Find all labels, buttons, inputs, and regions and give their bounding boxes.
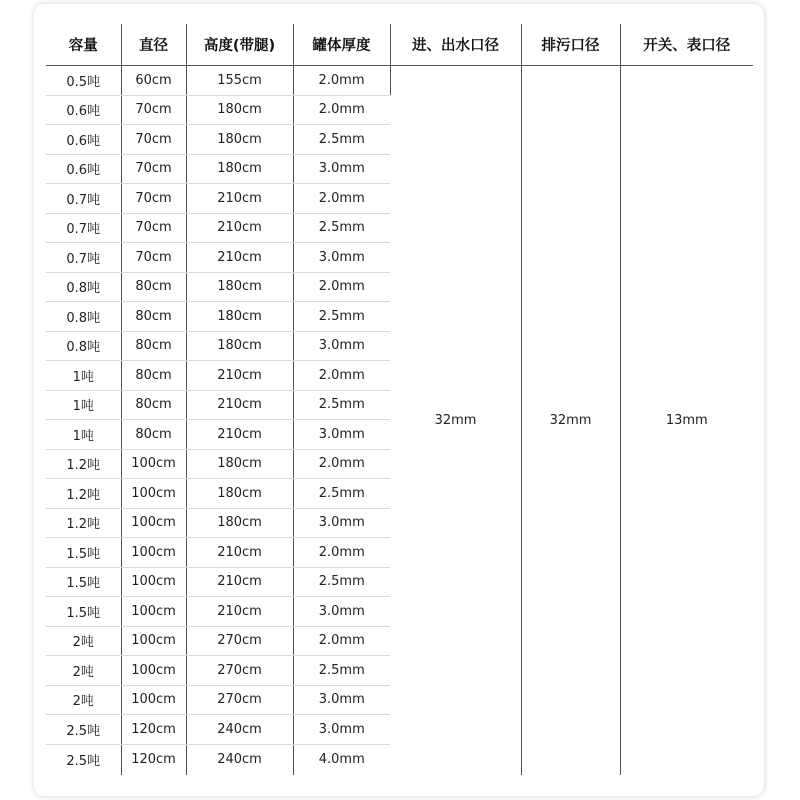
cell-height: 240cm <box>186 744 293 775</box>
cell-thickness: 2.5mm <box>293 390 390 420</box>
cell-capacity: 2.5吨 <box>46 744 121 775</box>
cell-height: 210cm <box>186 538 293 568</box>
cell-thickness: 2.5mm <box>293 479 390 509</box>
header-inlet-outlet: 进、出水口径 <box>390 24 521 66</box>
cell-diameter: 100cm <box>121 567 186 597</box>
cell-thickness: 2.0mm <box>293 66 390 96</box>
cell-height: 210cm <box>186 184 293 214</box>
cell-capacity: 1.2吨 <box>46 449 121 479</box>
merged-drain-cell: 32mm <box>521 66 620 775</box>
cell-diameter: 120cm <box>121 715 186 745</box>
cell-height: 210cm <box>186 390 293 420</box>
cell-thickness: 2.0mm <box>293 626 390 656</box>
cell-capacity: 0.8吨 <box>46 331 121 361</box>
cell-diameter: 100cm <box>121 626 186 656</box>
cell-diameter: 100cm <box>121 449 186 479</box>
cell-diameter: 100cm <box>121 656 186 686</box>
cell-thickness: 2.0mm <box>293 449 390 479</box>
cell-diameter: 70cm <box>121 125 186 155</box>
cell-capacity: 1.5吨 <box>46 597 121 627</box>
spec-table <box>46 24 753 775</box>
cell-capacity: 0.8吨 <box>46 272 121 302</box>
cell-capacity: 0.7吨 <box>46 243 121 273</box>
cell-thickness: 3.0mm <box>293 597 390 627</box>
cell-height: 180cm <box>186 272 293 302</box>
cell-diameter: 80cm <box>121 331 186 361</box>
cell-height: 270cm <box>186 656 293 686</box>
cell-thickness: 2.0mm <box>293 95 390 125</box>
cell-thickness: 3.0mm <box>293 154 390 184</box>
cell-height: 180cm <box>186 95 293 125</box>
cell-capacity: 1吨 <box>46 361 121 391</box>
cell-thickness: 2.0mm <box>293 184 390 214</box>
cell-height: 180cm <box>186 154 293 184</box>
cell-height: 180cm <box>186 331 293 361</box>
cell-capacity: 0.6吨 <box>46 95 121 125</box>
cell-thickness: 2.5mm <box>293 656 390 686</box>
cell-height: 210cm <box>186 420 293 450</box>
cell-capacity: 0.6吨 <box>46 125 121 155</box>
cell-diameter: 70cm <box>121 154 186 184</box>
cell-capacity: 1.2吨 <box>46 479 121 509</box>
table-row <box>46 66 753 96</box>
cell-thickness: 3.0mm <box>293 243 390 273</box>
cell-capacity: 1.2吨 <box>46 508 121 538</box>
cell-thickness: 2.5mm <box>293 302 390 332</box>
cell-capacity: 1吨 <box>46 390 121 420</box>
cell-thickness: 2.0mm <box>293 272 390 302</box>
cell-diameter: 100cm <box>121 538 186 568</box>
cell-thickness: 2.5mm <box>293 213 390 243</box>
cell-thickness: 2.0mm <box>293 361 390 391</box>
cell-diameter: 70cm <box>121 95 186 125</box>
cell-thickness: 2.0mm <box>293 538 390 568</box>
cell-diameter: 80cm <box>121 361 186 391</box>
header-capacity: 容量 <box>46 24 121 66</box>
cell-diameter: 100cm <box>121 685 186 715</box>
cell-thickness: 3.0mm <box>293 420 390 450</box>
cell-height: 240cm <box>186 715 293 745</box>
cell-diameter: 70cm <box>121 243 186 273</box>
header-thickness: 罐体厚度 <box>293 24 390 66</box>
cell-height: 210cm <box>186 567 293 597</box>
cell-capacity: 2吨 <box>46 626 121 656</box>
cell-capacity: 1吨 <box>46 420 121 450</box>
cell-height: 180cm <box>186 449 293 479</box>
cell-height: 210cm <box>186 243 293 273</box>
cell-height: 155cm <box>186 66 293 96</box>
cell-capacity: 0.6吨 <box>46 154 121 184</box>
cell-height: 180cm <box>186 302 293 332</box>
cell-height: 270cm <box>186 626 293 656</box>
cell-capacity: 0.8吨 <box>46 302 121 332</box>
cell-diameter: 80cm <box>121 272 186 302</box>
cell-capacity: 0.5吨 <box>46 66 121 96</box>
header-switch-gauge: 开关、表口径 <box>620 24 753 66</box>
cell-thickness: 3.0mm <box>293 331 390 361</box>
header-diameter: 直径 <box>121 24 186 66</box>
header-height: 高度(带腿) <box>186 24 293 66</box>
cell-diameter: 100cm <box>121 597 186 627</box>
cell-diameter: 70cm <box>121 184 186 214</box>
cell-height: 270cm <box>186 685 293 715</box>
cell-height: 210cm <box>186 361 293 391</box>
cell-capacity: 0.7吨 <box>46 213 121 243</box>
cell-diameter: 120cm <box>121 744 186 775</box>
cell-height: 180cm <box>186 125 293 155</box>
cell-diameter: 80cm <box>121 302 186 332</box>
cell-height: 180cm <box>186 508 293 538</box>
cell-thickness: 3.0mm <box>293 715 390 745</box>
cell-diameter: 80cm <box>121 420 186 450</box>
cell-thickness: 2.5mm <box>293 567 390 597</box>
header-row <box>46 24 753 66</box>
cell-capacity: 2.5吨 <box>46 715 121 745</box>
cell-diameter: 70cm <box>121 213 186 243</box>
table-body <box>46 66 753 775</box>
cell-capacity: 1.5吨 <box>46 567 121 597</box>
cell-capacity: 0.7吨 <box>46 184 121 214</box>
cell-thickness: 3.0mm <box>293 508 390 538</box>
cell-diameter: 80cm <box>121 390 186 420</box>
cell-thickness: 4.0mm <box>318 752 365 767</box>
cell-diameter: 100cm <box>121 508 186 538</box>
cell-capacity: 2吨 <box>46 656 121 686</box>
cell-height: 210cm <box>186 597 293 627</box>
cell-height: 210cm <box>186 213 293 243</box>
cell-capacity: 1.5吨 <box>46 538 121 568</box>
cell-capacity: 2吨 <box>46 685 121 715</box>
cell-height: 180cm <box>186 479 293 509</box>
cell-diameter: 100cm <box>121 479 186 509</box>
cell-diameter: 60cm <box>121 66 186 96</box>
cell-thickness: 3.0mm <box>293 685 390 715</box>
cell-thickness: 2.5mm <box>293 125 390 155</box>
merged-inlet-outlet-cell: 32mm <box>390 66 521 775</box>
header-drain: 排污口径 <box>521 24 620 66</box>
merged-switch-gauge-cell: 13mm <box>665 412 708 428</box>
